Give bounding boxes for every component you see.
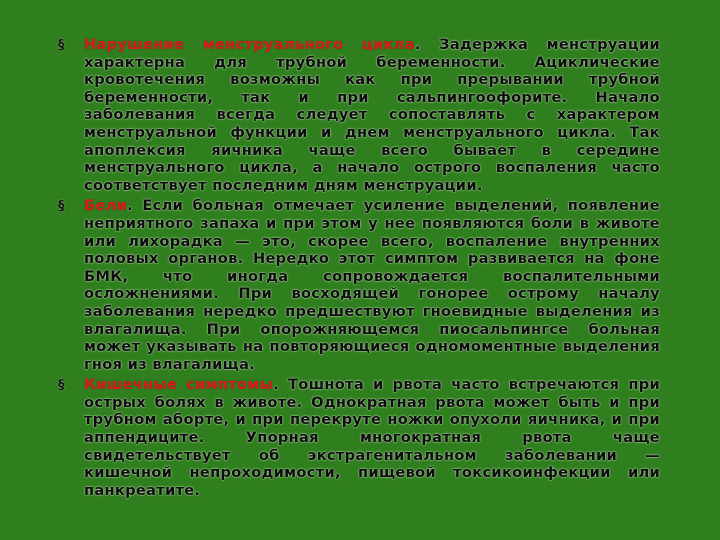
section-sign-icon: § xyxy=(58,38,65,53)
section-sign-icon: § xyxy=(58,199,65,215)
bullet-text: . Тошнота и рвота часто встречаются при острых болях в животе. Однократная рвота может быть и при трубном аборте, и при перекруте ножки опухоли яичника, и при аппендиците. Упорная многократная рвота чаще свидетельствует об экстрагенитальном заболевании — кишечной непроходимости, пищевой токсикоинфекции или панкреатите. xyxy=(84,376,660,499)
bullet-text: . Если больная отмечает усиление выделений, появление неприятного запаха и при этом у нее появляются боли в животе или лихорадка — это, скорее всего, воспаление внутренних половых органов. Нередко этот симптом развивается на фоне БМК, что иногда сопровождается воспалительными осложнениями. При восходящей гонорее острому началу заболевания нередко предшествуют гноевидные выделения из влагалища. При опорожняющемся пиосальпингсе больная может указывать на повторяющиеся одномоментные выделения гноя из влагалища. xyxy=(84,197,660,373)
bullet-item-menstrual-cycle xyxy=(58,36,660,194)
bullet-heading: Нарушение менструального цикла xyxy=(84,36,415,53)
bullet-list xyxy=(58,36,660,502)
bullet-heading: Кишечные симптомы xyxy=(84,376,274,394)
bullet-heading: Бели xyxy=(84,197,128,215)
bullet-item-discharge xyxy=(58,197,660,373)
section-sign-icon: § xyxy=(58,378,65,394)
bullet-text: . Задержка менструации характерна для трубной беременности. Ациклические кровотечения возможны как при прерывании трубной беременности, так и при сальпингоофорите. Начало заболевания всегда следует сопоставлять с характером менструальной функции и днем менструального цикла. Так апоплексия яичника чаще всего бывает в середине менструального цикла, а начало острого воспаления часто соответствует последним дням менструации. xyxy=(84,36,660,194)
bullet-item-intestinal-symptoms xyxy=(58,376,660,499)
